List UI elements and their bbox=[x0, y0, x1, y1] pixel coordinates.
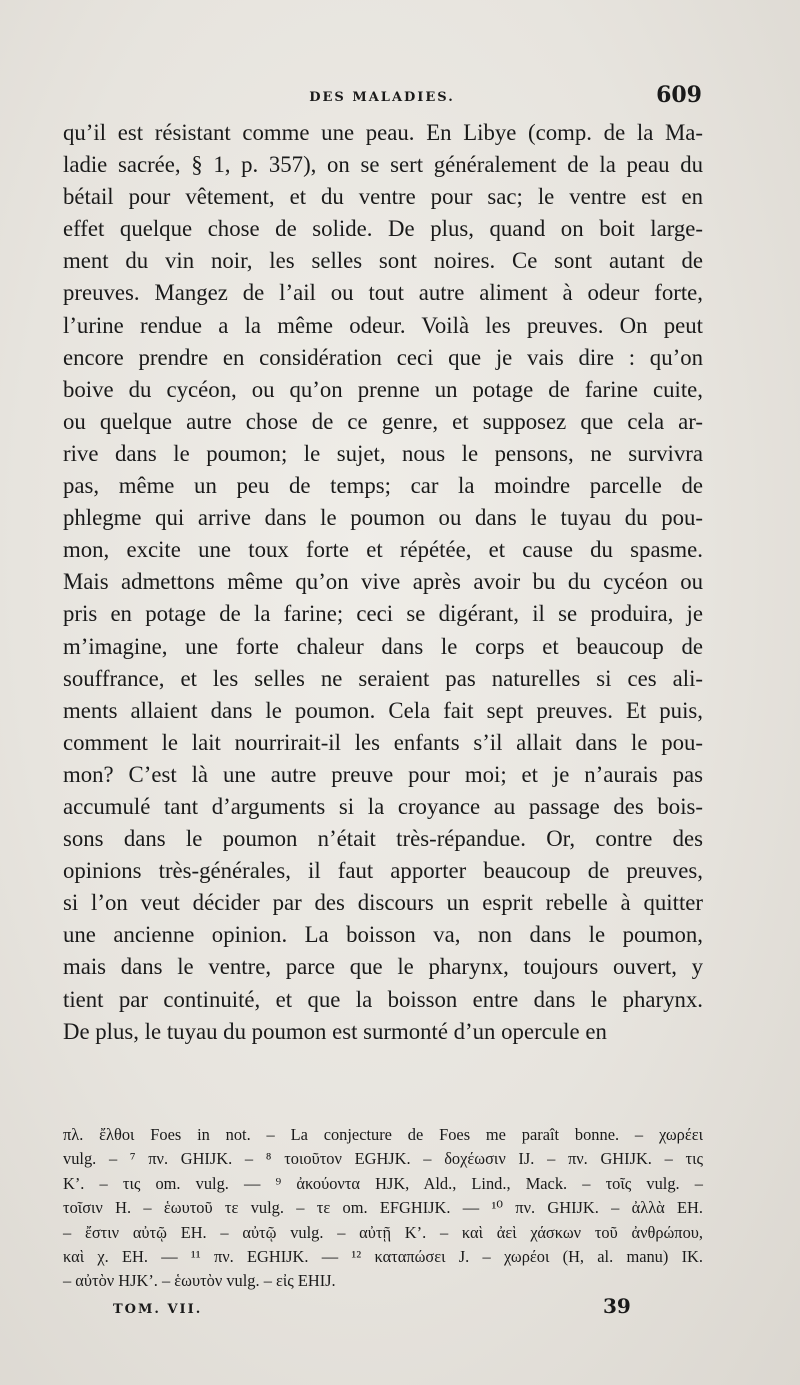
text-line: sons dans le poumon n’était très-répandue. Or, contre des bbox=[63, 826, 703, 852]
running-title: DES MALADIES. bbox=[309, 90, 455, 105]
footnote-line: καὶ χ. EH. — ¹¹ πν. EGHIJK. — ¹² καταπώσει J. – χωρέοι (H, al. manu) IK. bbox=[63, 1246, 703, 1266]
footnotes bbox=[63, 1123, 703, 1294]
footnote-line: K’. – τις om. vulg. — ⁹ ἀκούοντα HJK, Ald., Lind., Mack. – τοῖς vulg. – bbox=[63, 1173, 703, 1193]
page-number: 609 bbox=[656, 82, 702, 108]
text-line: boive du cycéon, ou qu’on prenne un potage de farine cuite, bbox=[63, 376, 703, 402]
text-line: rive dans le poumon; le sujet, nous le pensons, ne survivra bbox=[63, 440, 703, 466]
text-line: ou quelque autre chose de ce genre, et supposez que cela ar- bbox=[63, 408, 703, 434]
page-header bbox=[62, 82, 702, 116]
text-line: mon, excite une toux forte et répétée, et cause du spasme. bbox=[63, 537, 703, 563]
text-line: phlegme qui arrive dans le poumon ou dans le tuyau du pou- bbox=[63, 505, 703, 531]
footnote-line: – αὐτὸν HJK’. – ἑωυτὸν vulg. – εἰς EHIJ. bbox=[63, 1271, 336, 1291]
text-line: une ancienne opinion. La boisson va, non dans le poumon, bbox=[63, 922, 703, 948]
text-line: qu’il est résistant comme une peau. En Libye (comp. de la Ma- bbox=[63, 120, 703, 145]
page-footer bbox=[63, 1294, 703, 1324]
text-line: souffrance, et les selles ne seraient pas naturelles si ces ali- bbox=[63, 665, 703, 691]
volume-label: TOM. VII. bbox=[113, 1302, 203, 1317]
footnote-line: τοῖσιν H. – ἑωυτοῦ τε vulg. – τε om. EFGHIJK. — ¹⁰ πν. GHIJK. – ἀλλὰ EH. bbox=[63, 1198, 703, 1218]
text-line: encore prendre en considération ceci que je vais dire : qu’on bbox=[63, 344, 703, 370]
text-line: ments allaient dans le poumon. Cela fait sept preuves. Et puis, bbox=[63, 697, 703, 723]
signature-mark: 39 bbox=[603, 1294, 631, 1318]
footnote-line: vulg. – ⁷ πν. GHIJK. – ⁸ τοιοῦτον EGHJK. – δοχέωσιν IJ. – πν. GHIJK. – τις bbox=[63, 1149, 703, 1169]
text-line: mon? C’est là une autre preuve pour moi; et je n’aurais pas bbox=[63, 761, 703, 787]
text-line: opinions très-générales, il faut apporter beaucoup de preuves, bbox=[63, 858, 703, 884]
text-line: bétail pour vêtement, et du ventre pour sac; le ventre est en bbox=[63, 184, 703, 210]
text-line: comment le lait nourrirait-il les enfants s’il allait dans le pou- bbox=[63, 729, 703, 755]
text-line: pas, même un peu de temps; car la moindre parcelle de bbox=[63, 473, 703, 499]
text-line: ment du vin noir, les selles sont noires. Ce sont autant de bbox=[63, 248, 703, 274]
text-line: accumulé tant d’arguments si la croyance au passage des bois- bbox=[63, 793, 703, 819]
text-line: ladie sacrée, § 1, p. 357), on se sert généralement de la peau du bbox=[63, 152, 703, 178]
text-line: preuves. Mangez de l’ail ou tout autre aliment à odeur forte, bbox=[63, 280, 703, 306]
footnote-line: πλ. ἔλθοι Foes in not. – La conjecture de Foes me paraît bonne. – χωρέει bbox=[63, 1125, 703, 1144]
text-line: Mais admettons même qu’on vive après avoir bu du cycéon ou bbox=[63, 569, 703, 595]
text-line: tient par continuité, et que la boisson entre dans le pharynx. bbox=[63, 986, 703, 1012]
text-line: effet quelque chose de solide. De plus, quand on boit large- bbox=[63, 216, 703, 242]
text-line: mais dans le ventre, parce que le pharynx, toujours ouvert, y bbox=[63, 954, 703, 980]
text-line: pris en potage de la farine; ceci se digérant, il se produira, je bbox=[63, 601, 703, 627]
footnote-line: – ἔστιν αὐτῷ EH. – αὐτῷ vulg. – αὐτῇ K’. – καὶ ἀεὶ χάσκων τοῦ ἀνθρώπου, bbox=[63, 1222, 703, 1242]
text-line: De plus, le tuyau du poumon est surmonté d’un opercule en bbox=[63, 1018, 607, 1044]
main-text bbox=[63, 117, 703, 1048]
text-line: m’imagine, une forte chaleur dans le corps et beaucoup de bbox=[63, 633, 703, 659]
text-line: l’urine rendue a la même odeur. Voilà les preuves. On peut bbox=[63, 312, 703, 338]
text-line: si l’on veut décider par des discours un esprit rebelle à quitter bbox=[63, 890, 703, 916]
